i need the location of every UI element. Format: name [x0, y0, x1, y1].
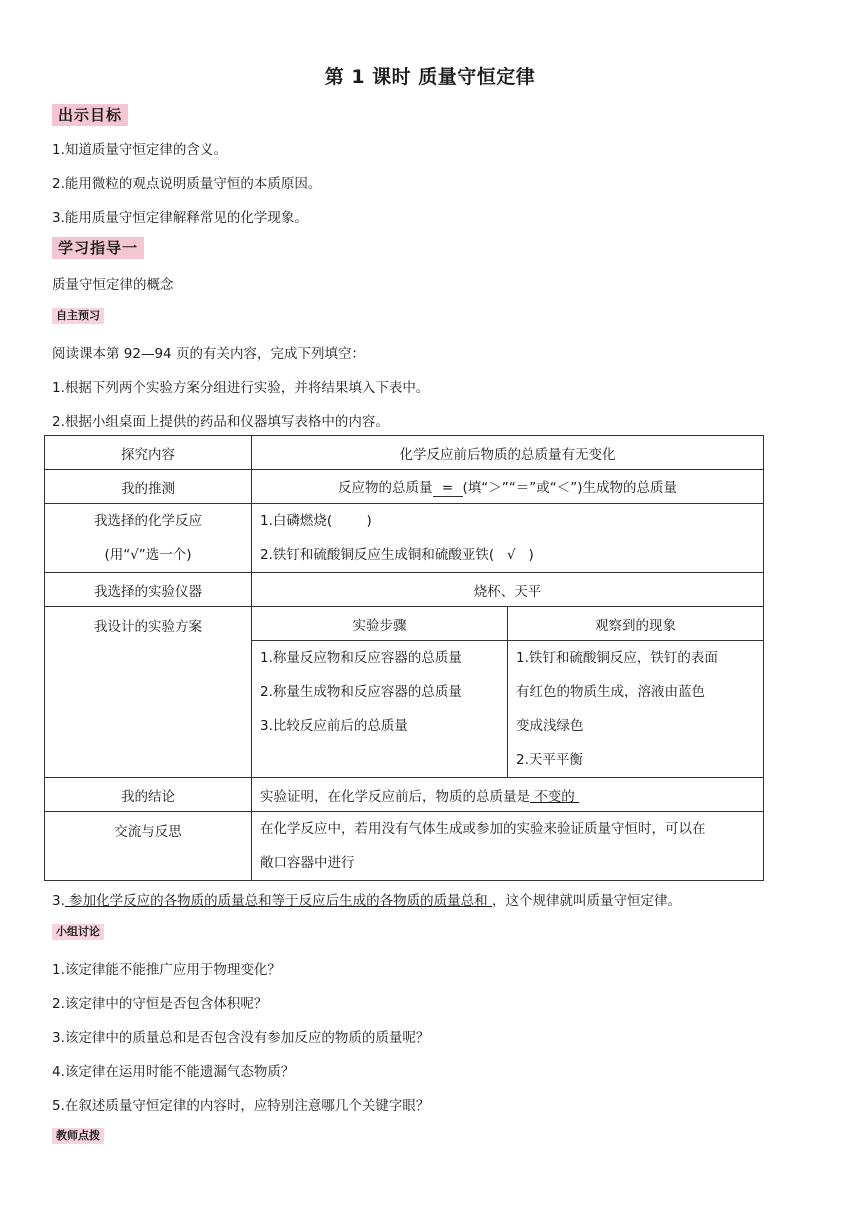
row-label — [45, 504, 252, 573]
reaction-options — [252, 504, 764, 573]
reflection-line: 在化学反应中，若用没有气体生成或参加的实验来验证质量守恒时，可以在 — [260, 821, 706, 837]
discussion-question: 1.该定律能不能推广应用于物理变化？ — [52, 962, 281, 978]
teacher-tag: 教师点拨 — [52, 1128, 104, 1144]
objective-item: 2.能用微粒的观点说明质量守恒的本质原因。 — [52, 176, 322, 192]
experiment-table — [44, 435, 764, 881]
preview-item: 2.根据小组桌面上提供的药品和仪器填写表格中的内容。 — [52, 414, 389, 430]
table-row — [45, 812, 764, 881]
guide-tag: 学习指导一 — [52, 237, 144, 259]
prediction-before: 反应物的总质量 — [338, 480, 433, 496]
objective-item: 3.能用质量守恒定律解释常见的化学现象。 — [52, 210, 308, 226]
row-value: 化学反应前后物质的总质量有无变化 — [252, 436, 764, 470]
conclusion-text: 实验证明，在化学反应前后，物质的总质量是 — [260, 788, 530, 805]
row-label: 我的结论 — [45, 778, 252, 812]
observation-line: 有红色的物质生成，溶液由蓝色 — [516, 684, 705, 700]
table-row — [45, 504, 764, 573]
law-prefix: 3. — [52, 893, 65, 909]
prediction-blank: = — [433, 480, 463, 497]
preview-tag: 自主预习 — [52, 308, 104, 324]
row-label: 探究内容 — [45, 436, 252, 470]
preview-item: 1.根据下列两个实验方案分组进行实验，并将结果填入下表中。 — [52, 380, 430, 396]
law-suffix: ，这个规律就叫质量守恒定律。 — [491, 893, 681, 909]
step-item: 1.称量反应物和反应容器的总质量 — [260, 650, 462, 666]
row-label-line: (用“√”选一个) — [104, 547, 192, 563]
prediction-after: (填“＞”“＝”或“＜”)生成物的总质量 — [462, 480, 677, 496]
observations-cell — [508, 641, 764, 778]
page-title: 第 1 课时 质量守恒定律 — [324, 66, 536, 88]
table-row — [45, 778, 764, 812]
row-label: 我选择的实验仪器 — [45, 573, 252, 607]
observation-line: 2.天平平衡 — [516, 752, 583, 768]
row-label: 我的推测 — [45, 470, 252, 504]
table-row — [45, 436, 764, 470]
row-label-line: 我选择的化学反应 — [94, 513, 202, 529]
discussion-question: 3.该定律中的质量总和是否包含没有参加反应的物质的质量呢？ — [52, 1030, 430, 1046]
step-item: 2.称量生成物和反应容器的总质量 — [260, 684, 462, 700]
table-row — [45, 607, 764, 641]
discussion-tag: 小组讨论 — [52, 924, 104, 940]
preview-intro: 阅读课本第 92—94 页的有关内容，完成下列填空： — [52, 346, 365, 362]
guide-topic: 质量守恒定律的概念 — [52, 277, 174, 293]
prediction-cell — [252, 470, 764, 504]
discussion-question: 5.在叙述质量守恒定律的内容时，应特别注意哪几个关键字眼？ — [52, 1098, 430, 1114]
law-statement — [52, 889, 681, 909]
column-header: 观察到的现象 — [508, 607, 764, 641]
observation-line: 1.铁钉和硫酸铜反应，铁钉的表面 — [516, 650, 718, 666]
table-row — [45, 470, 764, 504]
reaction-option: 1.白磷燃烧( ) — [260, 513, 372, 529]
row-value: 烧杯、天平 — [252, 573, 764, 607]
objectives-tag: 出示目标 — [52, 104, 128, 126]
reaction-option: 2.铁钉和硫酸铜反应生成铜和硫酸亚铁( √ ) — [260, 547, 534, 563]
column-header: 实验步骤 — [252, 607, 508, 641]
reflection-line: 敞口容器中进行 — [260, 855, 355, 871]
objective-item: 1.知道质量守恒定律的含义。 — [52, 142, 227, 158]
discussion-question: 4.该定律在运用时能不能遗漏气态物质？ — [52, 1064, 295, 1080]
discussion-question: 2.该定律中的守恒是否包含体积呢？ — [52, 996, 268, 1012]
law-answer: 参加化学反应的各物质的质量总和等于反应后生成的各物质的质量总和 — [64, 893, 492, 909]
row-label: 我设计的实验方案 — [45, 607, 252, 778]
conclusion-answer: 不变的 — [530, 788, 580, 805]
observation-line: 变成浅绿色 — [516, 718, 584, 734]
row-label: 交流与反思 — [45, 812, 252, 881]
table-row — [45, 573, 764, 607]
step-item: 3.比较反应前后的总质量 — [260, 718, 408, 734]
steps-cell — [252, 641, 508, 778]
conclusion-cell — [252, 778, 764, 812]
reflection-cell — [252, 812, 764, 881]
